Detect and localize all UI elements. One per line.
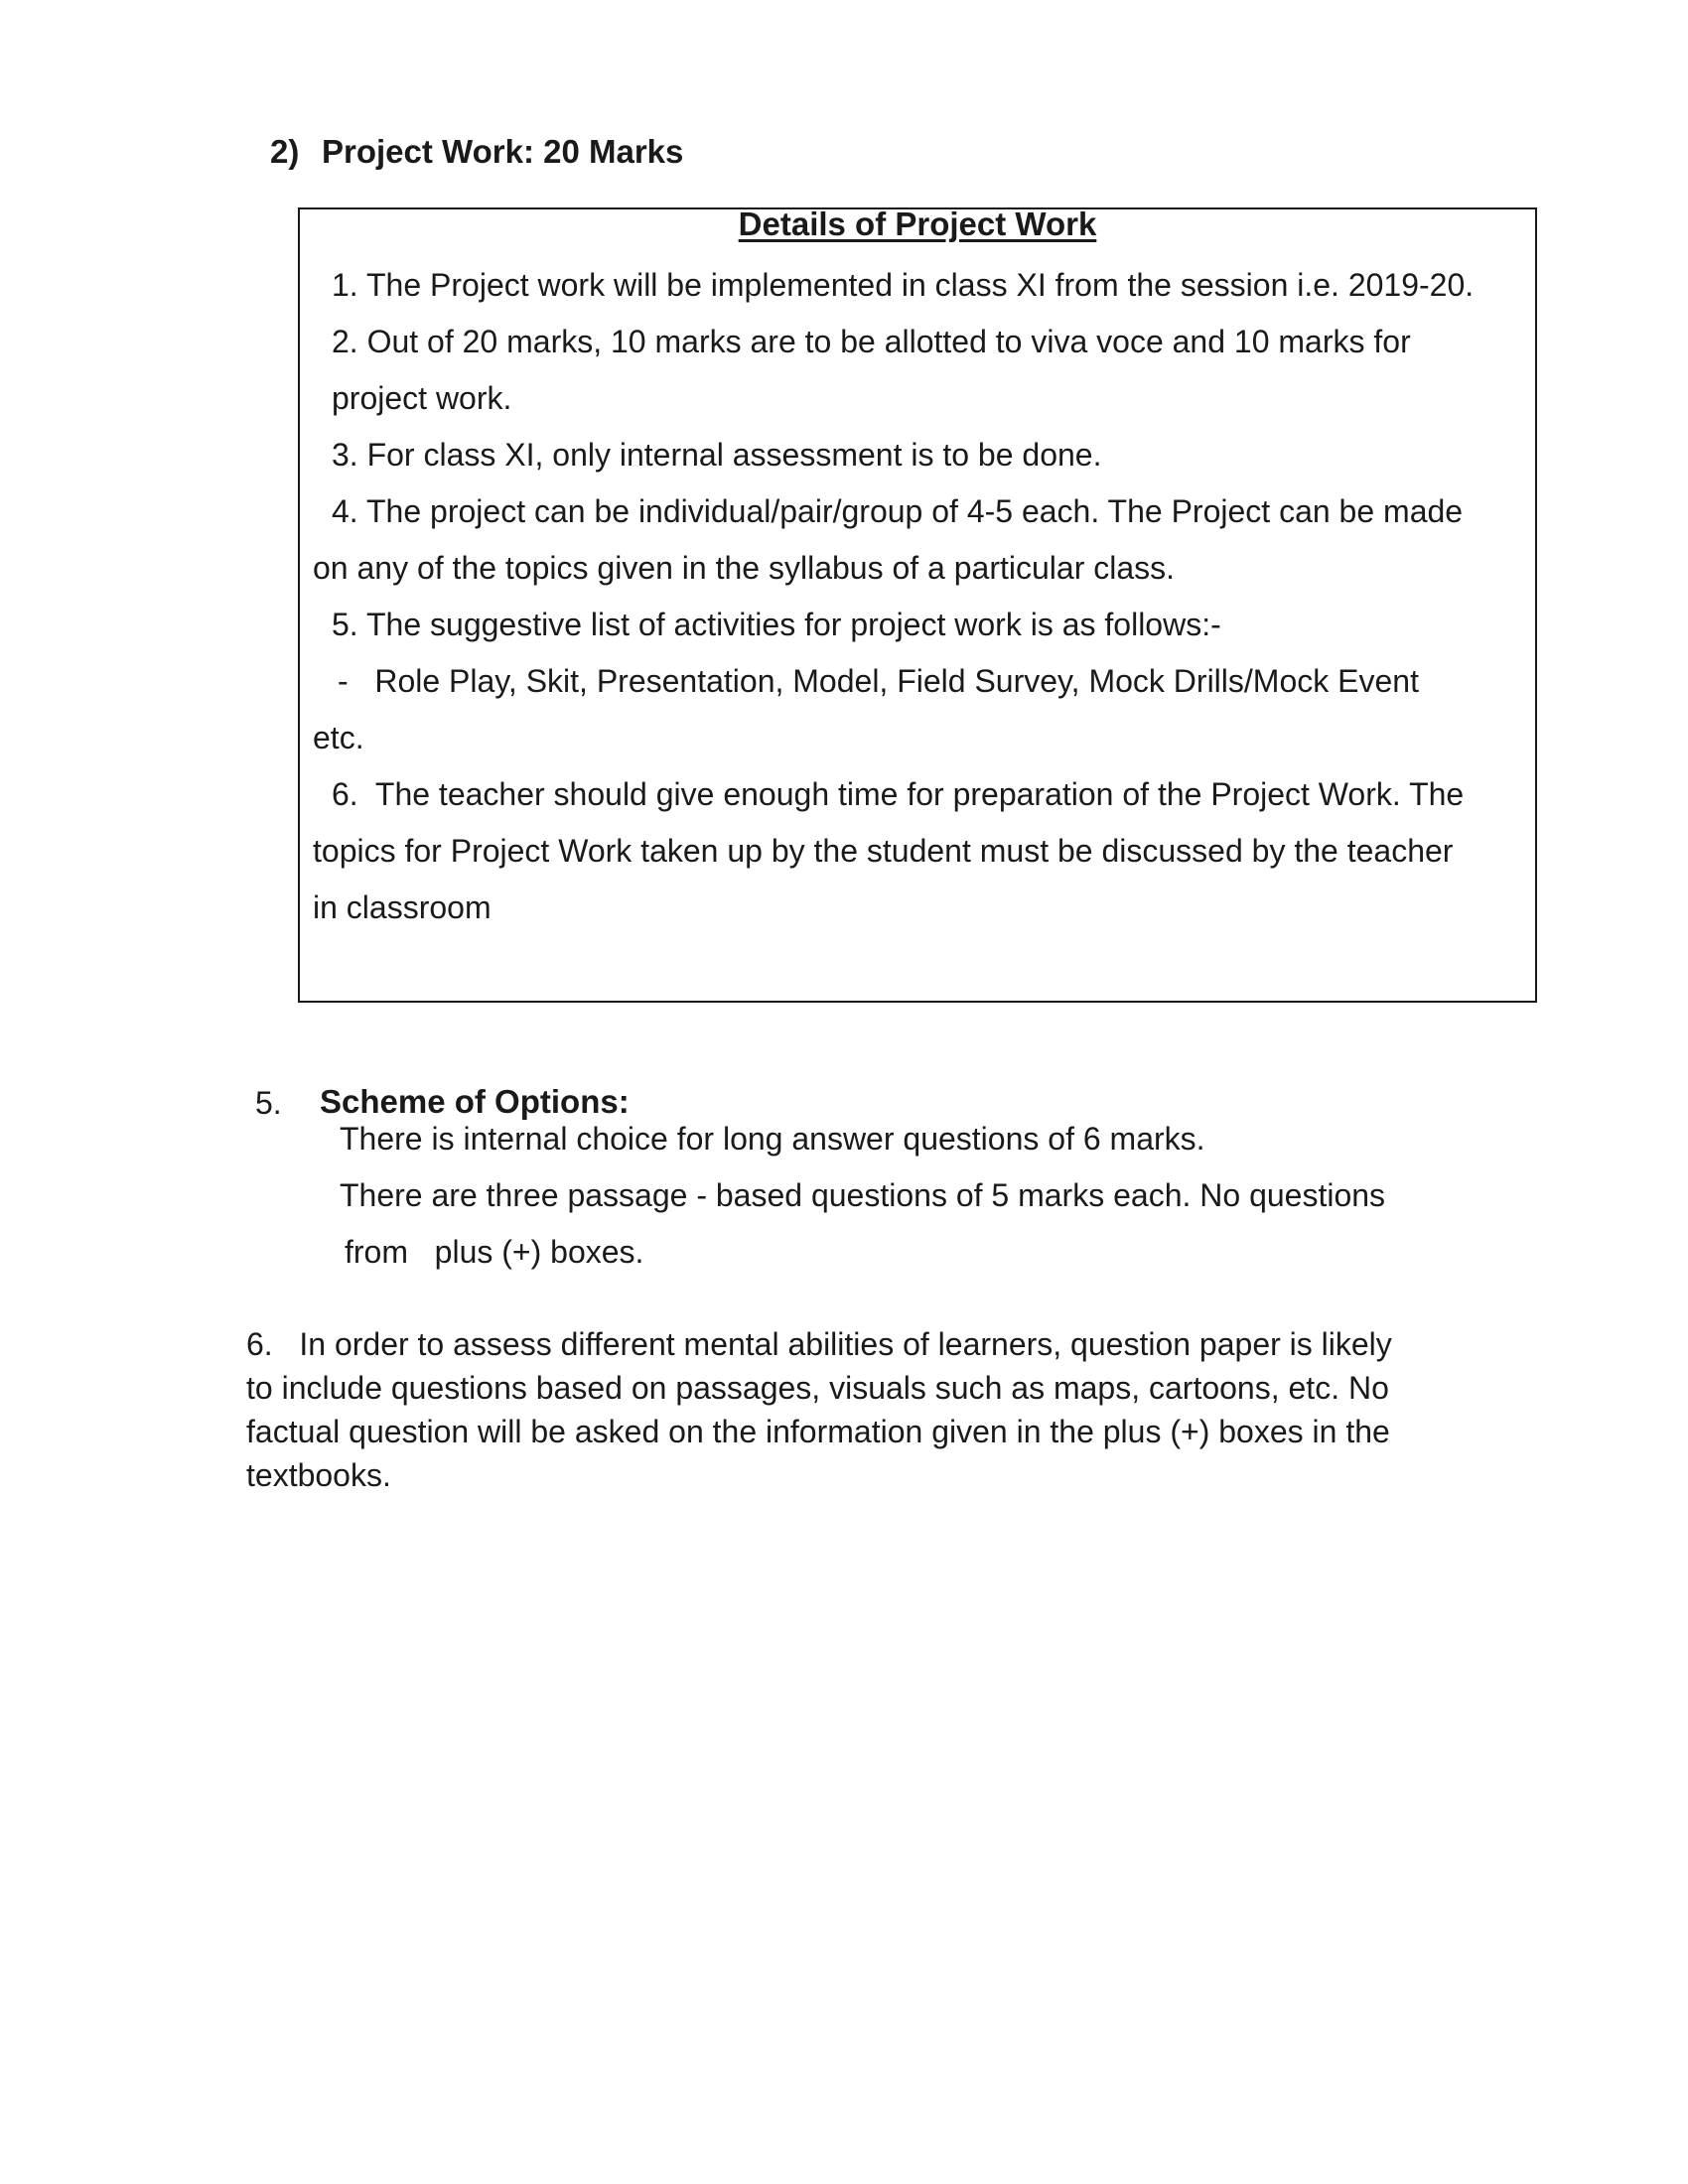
details-line-10: 6. The teacher should give enough time for preparation of the Project Work. The: [332, 776, 1465, 812]
section-5-number: 5.: [255, 1085, 282, 1121]
section-5-line-1: There is internal choice for long answer questions of 6 marks.: [340, 1121, 1205, 1157]
details-line-8: - Role Play, Skit, Presentation, Model, Field Survey, Mock Drills/Mock Event: [338, 663, 1419, 699]
section-6-line-3: factual question will be asked on the information given in the plus (+) boxes in the: [246, 1414, 1390, 1449]
details-line-5: 4. The project can be individual/pair/group of 4-5 each. The Project can be made: [332, 493, 1464, 529]
details-line-3: project work.: [332, 380, 512, 416]
details-line-9: etc.: [313, 720, 364, 755]
project-work-details-box: [298, 207, 1537, 1003]
details-line-2: 2. Out of 20 marks, 10 marks are to be allotted to viva voce and 10 marks for: [332, 324, 1411, 359]
section-5-line-3: from plus (+) boxes.: [345, 1234, 644, 1270]
section-2-title: Project Work: 20 Marks: [322, 133, 684, 170]
details-line-7: 5. The suggestive list of activities for project work is as follows:-: [332, 607, 1221, 642]
section-5-title: Scheme of Options:: [320, 1083, 630, 1120]
section-6-line-4: textbooks.: [246, 1457, 391, 1493]
details-line-11: topics for Project Work taken up by the student must be discussed by the teacher: [313, 833, 1454, 869]
section-5-line-2: There are three passage - based questions of 5 marks each. No questions: [340, 1177, 1386, 1213]
section-2-heading: [270, 133, 683, 171]
section-6-line-1: 6. In order to assess different mental abilities of learners, question paper is likely: [246, 1326, 1392, 1362]
details-line-12: in classroom: [313, 889, 492, 925]
details-line-4: 3. For class XI, only internal assessment is to be done.: [332, 437, 1102, 473]
section-2-number: 2): [270, 133, 300, 170]
details-line-1: 1. The Project work will be implemented in class XI from the session i.e. 2019-20.: [332, 267, 1475, 303]
details-box-title: Details of Project Work: [738, 205, 1097, 242]
section-6-line-2: to include questions based on passages, visuals such as maps, cartoons, etc. No: [246, 1370, 1389, 1406]
details-line-6: on any of the topics given in the syllabus of a particular class.: [313, 550, 1176, 586]
